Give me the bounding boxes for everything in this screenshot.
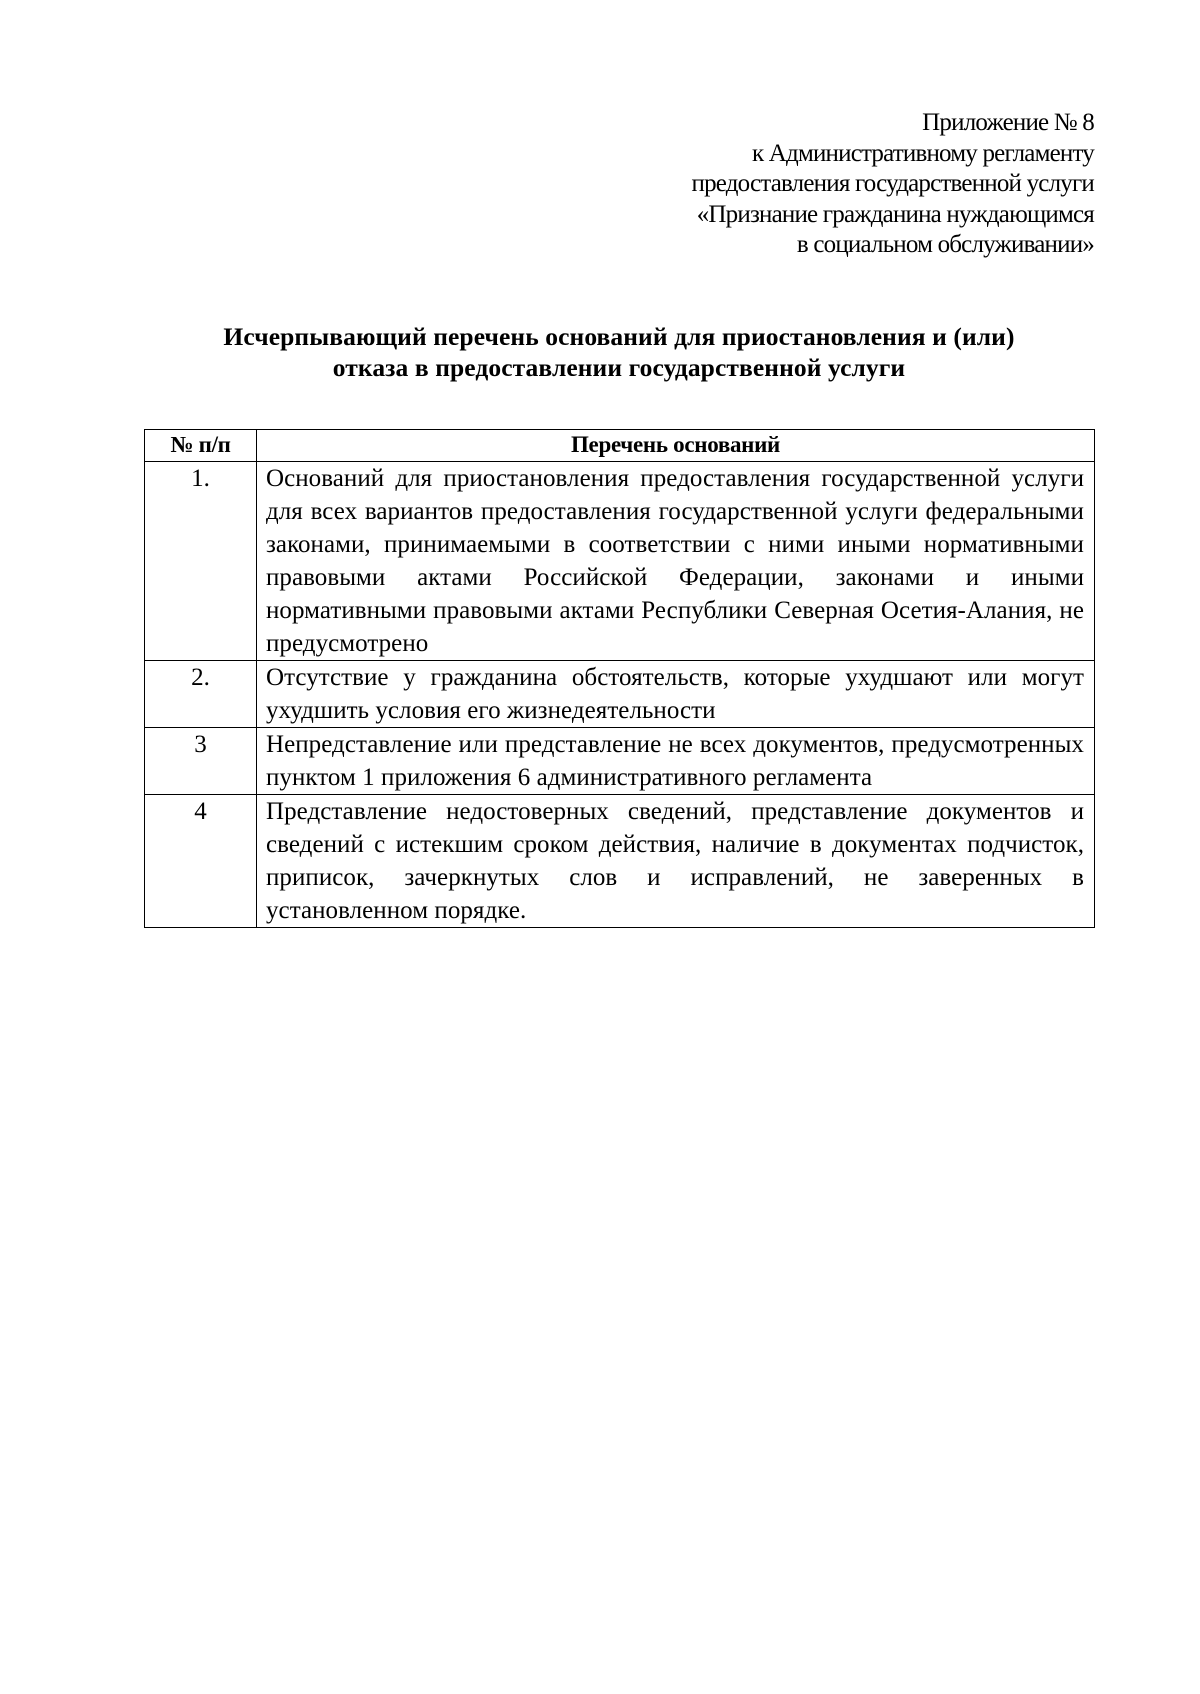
row-number: 1.	[145, 462, 257, 661]
table-row	[145, 795, 1095, 928]
row-number: 4	[145, 795, 257, 928]
row-number: 2.	[145, 661, 257, 728]
appendix-header	[574, 108, 1094, 261]
appendix-header-line: предоставления государственной услуги	[691, 170, 1094, 197]
document-title-line: отказа в предоставлении государственной услуги	[332, 352, 906, 382]
appendix-header-line: к Административному регламенту	[751, 139, 1094, 167]
row-number: 3	[145, 728, 257, 795]
appendix-header-line: «Признание гражданина нуждающимся	[696, 200, 1094, 228]
appendix-header-line: Приложение № 8	[922, 109, 1094, 136]
appendix-header-line: в социальном обслуживании»	[796, 231, 1094, 258]
row-text: Представление недостоверных сведений, представление документов и сведений с истекшим сроком действия, наличие в документах подчисток, приписок, зачеркнутых слов и исправлений, не заверенных в установленном порядке.	[257, 795, 1095, 928]
table-row	[145, 661, 1095, 728]
grounds-table	[144, 429, 1095, 928]
table-row	[145, 462, 1095, 661]
row-text: Оснований для приостановления предоставления государственной услуги для всех вариантов предоставления государственной услуги федеральными законами, принимаемыми в соответствии с ними иными нормативными правовыми актами Российской Федерации, законами и иными нормативными правовыми актами Республики Северная Осетия-Алания, не предусмотрено	[257, 462, 1095, 661]
row-text: Отсутствие у гражданина обстоятельств, которые ухудшают или могут ухудшить условия его жизнедеятельности	[257, 661, 1095, 728]
table-header-row	[145, 430, 1095, 462]
column-header-grounds: Перечень оснований	[257, 430, 1095, 462]
row-text: Непредставление или представление не всех документов, предусмотренных пунктом 1 приложения 6 административного регламента	[257, 728, 1095, 795]
document-title	[144, 322, 1094, 383]
table-row	[145, 728, 1095, 795]
document-title-line: Исчерпывающий перечень оснований для приостановления и (или)	[223, 322, 1015, 351]
column-header-number: № п/п	[145, 430, 257, 462]
